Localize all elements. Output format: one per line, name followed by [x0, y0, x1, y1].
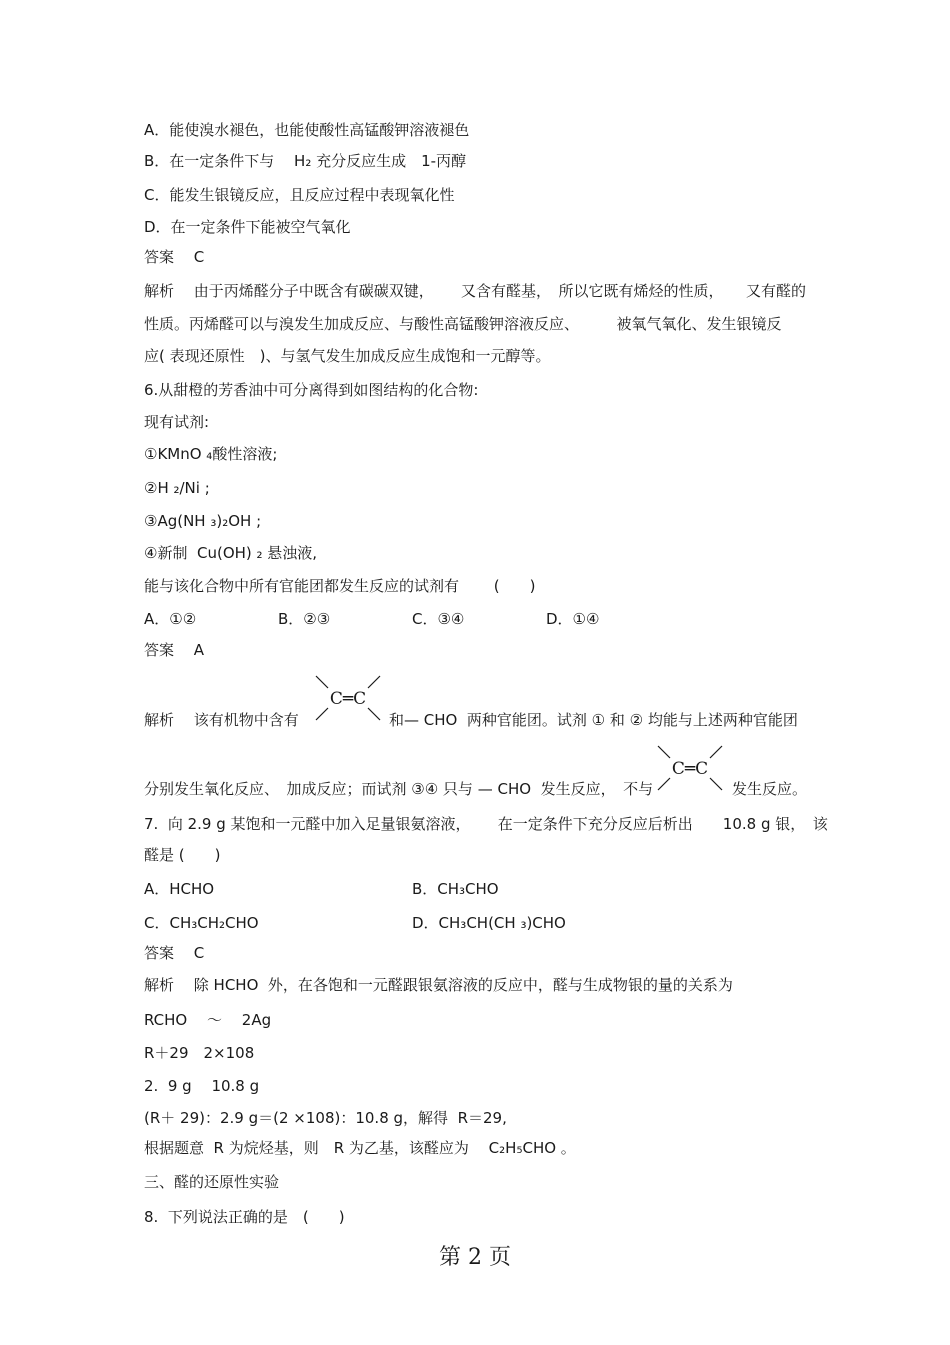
q7-option-c: C．CH₃CH₂CHO: [144, 914, 259, 932]
page-footer: 第 2 页: [439, 1245, 511, 1270]
q5-analysis-line-2: 性质。丙烯醛可以与溴发生加成反应、与酸性高锰酸钾溶液反应、 被氧气氧化、发生银镜反: [144, 315, 782, 333]
cc-label-2: C═C: [671, 759, 709, 779]
q6-analysis-line-2b: 发生反应。: [732, 780, 808, 798]
cc-double-bond-structure-2: [652, 744, 728, 792]
q6-analysis-line-1a: 解析 该有机物中含有: [144, 711, 299, 729]
q6-option-d: D．①④: [546, 610, 600, 628]
q6-reagent-4: ④新制 Cu(OH) ₂ 悬浊液,: [144, 544, 318, 562]
q6-question: 能与该化合物中所有官能团都发生反应的试剂有 ( ): [144, 577, 536, 595]
cc-double-bond-structure-1: [310, 674, 386, 722]
q7-calc-line-1: RCHO ～ 2Ag: [144, 1011, 272, 1029]
q7-calc-line-3: 2. 9 g 10.8 g: [144, 1077, 260, 1095]
q7-stem-line-2: 醛是 ( ): [144, 846, 221, 864]
q6-stem: 6.从甜橙的芳香油中可分离得到如图结构的化合物:: [144, 381, 479, 399]
q6-reagent-3: ③Ag(NH ₃)₂OH ;: [144, 512, 262, 530]
q6-option-c: C．③④: [412, 610, 465, 628]
q8-stem: 8. 下列说法正确的是 ( ): [144, 1208, 345, 1226]
q5-answer: 答案 C: [144, 248, 205, 266]
q5-option-b: B．在一定条件下与 H₂ 充分反应生成 1-丙醇: [144, 152, 467, 170]
q6-analysis-line-1b: 和— CHO 两种官能团。试剂 ① 和 ② 均能与上述两种官能团: [389, 711, 798, 729]
q5-option-c: C．能发生银镜反应，且反应过程中表现氧化性: [144, 186, 455, 204]
q7-option-a: A．HCHO: [144, 880, 215, 898]
cc-label-1: C═C: [329, 689, 367, 709]
q7-analysis-line-1: 解析 除 HCHO 外，在各饱和一元醛跟银氨溶液的反应中，醛与生成物银的量的关系为: [144, 976, 733, 994]
q6-answer: 答案 A: [144, 641, 205, 659]
q7-answer: 答案 C: [144, 944, 205, 962]
q5-analysis-line-3: 应( 表现还原性 )、与氢气发生加成反应生成饱和一元醇等。: [144, 347, 551, 365]
q7-calc-line-4: (R＋ 29)：2.9 g＝(2 ×108)：10.8 g，解得 R＝29,: [144, 1109, 507, 1127]
q7-option-d: D．CH₃CH(CH ₃)CHO: [412, 914, 566, 932]
q7-conclusion: 根据题意 R 为烷烃基，则 R 为乙基，该醛应为 C₂H₅CHO 。: [144, 1139, 576, 1157]
q6-analysis-line-2a: 分别发生氧化反应、 加成反应；而试剂 ③④ 只与 — CHO 发生反应， 不与: [144, 780, 654, 798]
q5-option-d: D．在一定条件下能被空气氧化: [144, 218, 351, 236]
q5-analysis-line-1: 解析 由于丙烯醛分子中既含有碳碳双键， 又含有醛基， 所以它既有烯烃的性质， 又有醛的: [144, 282, 807, 300]
q6-reagent-1: ①KMnO ₄酸性溶液;: [144, 445, 278, 463]
q6-reagent-2: ②H ₂/Ni ;: [144, 479, 210, 497]
q5-option-a: A．能使溴水褪色，也能使酸性高锰酸钾溶液褪色: [144, 121, 470, 139]
section-heading: 三、醛的还原性实验: [144, 1173, 280, 1191]
q6-reagents-title: 现有试剂:: [144, 413, 210, 431]
q6-option-b: B．②③: [278, 610, 331, 628]
q6-option-a: A．①②: [144, 610, 197, 628]
q7-option-b: B．CH₃CHO: [412, 880, 499, 898]
q7-stem-line-1: 7. 向 2.9 g 某饱和一元醛中加入足量银氨溶液， 在一定条件下充分反应后析出 10.8 g 银， 该: [144, 815, 828, 833]
q7-calc-line-2: R＋29 2×108: [144, 1044, 255, 1062]
